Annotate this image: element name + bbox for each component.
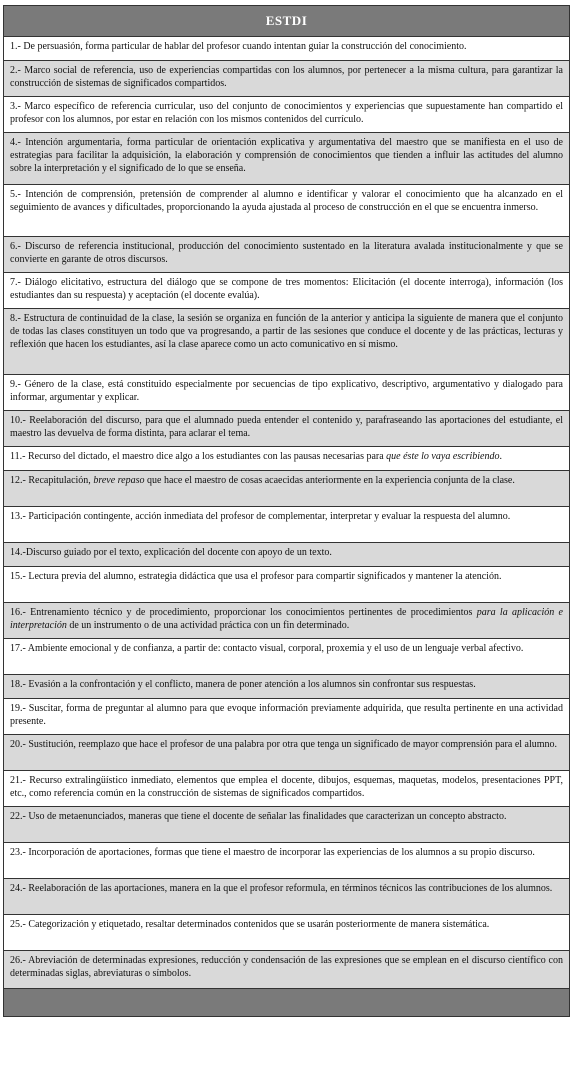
row-text-end: de un instrumento o de una actividad práctica con un fin determinado. [66,620,350,631]
estdi-table [3,5,570,1017]
row-text: 13.- Participación contingente, acción inmediata del profesor de complementar, interpretar y evaluar la respuesta del alumno. [10,511,511,522]
table-footer [4,989,569,1016]
table-row [4,97,569,133]
table-row [4,447,569,471]
row-text-end: que hace el maestro de cosas acaecidas anteriormente en la experiencia conjunta de la clase. [144,475,515,486]
row-italic-text: para la aplicación e interpretación [10,607,563,631]
table-row [4,273,569,309]
row-text: 15.- Lectura previa del alumno, estrategia didáctica que usa el profesor para compartir significados y mantener la atención. [10,571,502,582]
table-row [4,843,569,879]
table-row [4,603,569,639]
table-row [4,543,569,567]
row-text: 6.- Discurso de referencia institucional, producción del conocimiento sustentado en la literatura avalada institucionalmente y que se convierte en garante de otros discursos. [10,241,563,265]
table-body [4,37,569,989]
table-row [4,735,569,771]
row-text: 20.- Sustitución, reemplazo que hace el profesor de una palabra por otra que tenga un significado de mayor comprensión para el alumno. [10,739,558,750]
row-text: 8.- Estructura de continuidad de la clase, la sesión se organiza en función de la anterior y anticipa la siguiente de manera que el conjunto de todas las clases constituyen un todo que va progresando, a partir de las sesiones que conduce el docente y de las prácticas, lecturas y reflexión que hacen los estudiantes, así la clase aparece como un acto comunicativo en sí mismo. [10,313,563,350]
table-row [4,879,569,915]
table-row [4,237,569,273]
table-row [4,639,569,675]
row-text: 19.- Suscitar, forma de preguntar al alumno para que evoque información previamente adquirida, que resulta pertinente en una actividad presente. [10,703,563,727]
table-row [4,771,569,807]
table-row [4,61,569,97]
row-text: 24.- Reelaboración de las aportaciones, manera en la que el profesor reformula, en términos técnicos las contribuciones de los alumnos. [10,883,553,894]
row-text: 17.- Ambiente emocional y de confianza, a partir de: contacto visual, corporal, proxemia y el uso de un lenguaje verbal afectivo. [10,643,524,654]
table-row [4,951,569,989]
row-text: 23.- Incorporación de aportaciones, formas que tiene el maestro de incorporar las experiencias de los alumnos a su propio discurso. [10,847,535,858]
row-text: 21.- Recurso extralingüístico inmediato, elementos que emplea el docente, dibujos, esquemas, maquetas, modelos, presentaciones PPT, etc., como referencia común en la construcción de sistemas de significados compartidos. [10,775,563,799]
table-title: ESTDI [4,6,569,37]
row-text: 26.- Abreviación de determinadas expresiones, reducción y condensación de las expresiones que se emplean en el discurso científico con determinadas siglas, abreviaturas o símbolos. [10,955,563,979]
row-text: 22.- Uso de metaenunciados, maneras que tiene el docente de señalar las finalidades que caracterizan un concepto abstracto. [10,811,507,822]
row-text: 5.- Intención de comprensión, pretensión de comprender al alumno e identificar y valorar el conocimiento que ha alcanzado en el seguimiento de avances y dificultades, proporcionando la ayuda ajustada al proceso de construcción en el que se encuentra inmerso. [10,189,563,213]
table-row [4,507,569,543]
table-row [4,133,569,185]
table-row [4,411,569,447]
row-text: 14.-Discurso guiado por el texto, explicación del docente con apoyo de un texto. [10,547,332,558]
row-text: 4.- Intención argumentaria, forma particular de orientación explicativa y argumentativa del maestro que se manifiesta en el uso de estrategias para facilitar la adquisición, la elaboración y comprensión de conocimientos que tienden a influir las actitudes del alumno sobre la interpretación y el significado de lo que se enseña. [10,137,563,174]
row-text: 25.- Categorización y etiquetado, resaltar determinados contenidos que se usarán posteriormente de manera sistemática. [10,919,490,930]
table-row [4,675,569,699]
row-italic-text: breve repaso [93,475,145,486]
row-text: 12.- Recapitulación, [10,475,94,486]
table-row [4,699,569,735]
table-row [4,309,569,375]
row-text: 11.- Recurso del dictado, el maestro dice algo a los estudiantes con las pausas necesarias para [10,451,387,462]
table-row [4,915,569,951]
row-text: 3.- Marco específico de referencia curricular, uso del conjunto de conocimientos y experiencias que supuestamente han compartido el profesor con los alumnos, por estar en relación con los mismos contenidos del currículo. [10,101,563,125]
row-text: 10.- Reelaboración del discurso, para que el alumnado pueda entender el contenido y, parafraseando las aportaciones del estudiante, el maestro las devuelva de forma distinta, para aclarar el tema. [10,415,563,439]
row-text-end: . [499,451,502,462]
table-row [4,375,569,411]
row-italic-text: que éste lo vaya escribiendo [386,451,500,462]
row-text: 1.- De persuasión, forma particular de hablar del profesor cuando intentan guiar la construcción del conocimiento. [10,41,467,52]
table-row [4,567,569,603]
table-row [4,807,569,843]
table-row [4,471,569,507]
row-text: 9.- Género de la clase, está constituido especialmente por secuencias de tipo explicativo, descriptivo, argumentativo y dialogado para informar, argumentar y explicar. [10,379,563,403]
table-row [4,185,569,237]
row-text: 7.- Diálogo elicitativo, estructura del diálogo que se compone de tres momentos: Elicitación (el docente interroga), información (los estudiantes dan su respuesta) y aceptación (el docente evalúa). [10,277,563,301]
table-row [4,37,569,61]
row-text: 18.- Evasión a la confrontación y el conflicto, manera de poner atención a los alumnos sin confrontar sus respuestas. [10,679,476,690]
row-text: 2.- Marco social de referencia, uso de experiencias compartidas con los alumnos, por pertenecer a la misma cultura, para garantizar la construcción de sistemas de significados compartidos. [10,65,563,89]
row-text: 16.- Entrenamiento técnico y de procedimiento, proporcionar los conocimientos pertinentes de procedimientos [10,607,477,618]
